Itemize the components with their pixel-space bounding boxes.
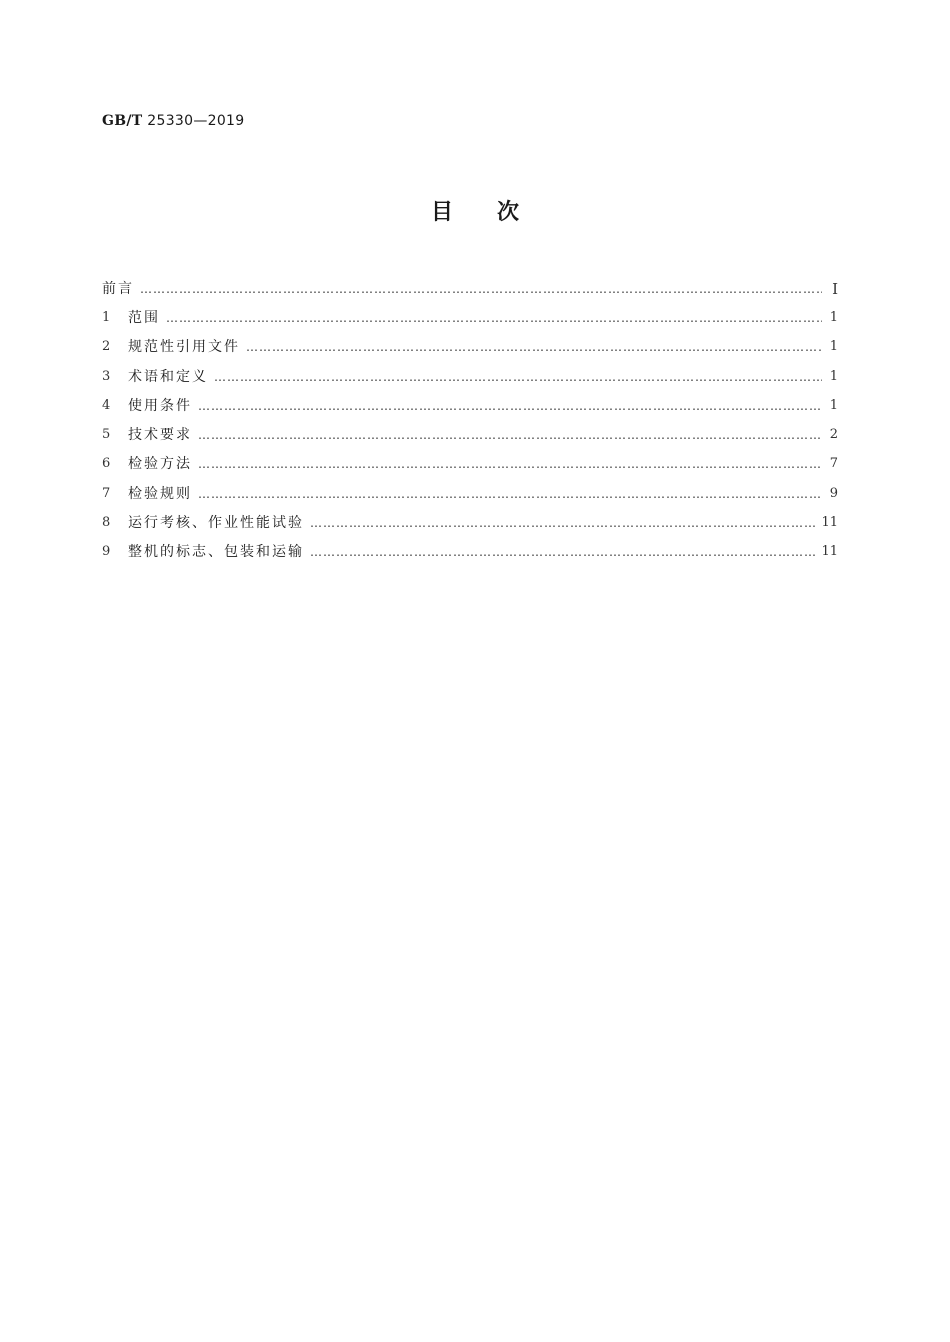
toc-leader-dots <box>166 308 822 328</box>
toc-entry-8[interactable] <box>102 508 838 537</box>
standard-prefix: GB/T <box>102 113 143 129</box>
toc-entry-foreword[interactable] <box>102 274 838 303</box>
toc-entry-2[interactable] <box>102 333 838 362</box>
toc-entry-5[interactable] <box>102 420 838 449</box>
toc-entry-page: 1 <box>829 309 838 325</box>
toc-title: 目次 <box>430 200 563 225</box>
toc-entry-number: 5 <box>102 427 111 443</box>
toc-entry-page: 9 <box>829 485 838 501</box>
toc-entry-page: 2 <box>829 427 838 443</box>
toc-entry-label: 前言 <box>102 280 134 297</box>
toc-leader-dots <box>140 279 822 299</box>
toc-entry-label: 检验规则 <box>128 485 192 502</box>
standard-code <box>102 113 244 129</box>
toc-entry-number: 9 <box>102 544 111 560</box>
toc-entry-label: 整机的标志、包装和运输 <box>128 544 304 561</box>
toc-entry-9[interactable] <box>102 538 838 567</box>
toc-entry-label: 术语和定义 <box>128 368 208 385</box>
toc-entry-3[interactable] <box>102 362 838 391</box>
toc-entry-label: 范围 <box>128 309 160 326</box>
toc-entry-number: 2 <box>102 339 111 355</box>
table-of-contents <box>102 274 838 567</box>
toc-leader-dots <box>214 367 822 387</box>
toc-entry-label: 检验方法 <box>128 456 192 473</box>
toc-leader-dots <box>198 484 822 504</box>
toc-entry-page: 11 <box>821 544 838 560</box>
toc-leader-dots <box>246 337 822 357</box>
toc-entry-number: 6 <box>102 456 111 472</box>
toc-entry-page: 1 <box>829 397 838 413</box>
toc-entry-page: 7 <box>829 456 838 472</box>
toc-entry-6[interactable] <box>102 450 838 479</box>
toc-entry-4[interactable] <box>102 391 838 420</box>
toc-entry-page: 11 <box>821 515 838 531</box>
toc-entry-7[interactable] <box>102 479 838 508</box>
toc-entry-1[interactable] <box>102 303 838 332</box>
toc-entry-label: 规范性引用文件 <box>128 339 240 356</box>
toc-entry-number: 3 <box>102 368 111 384</box>
toc-entry-label: 运行考核、作业性能试验 <box>128 515 304 532</box>
toc-entry-page: 1 <box>829 339 838 355</box>
toc-entry-number: 4 <box>102 397 111 413</box>
toc-leader-dots <box>198 454 822 474</box>
toc-entry-page: Ⅰ <box>832 279 838 298</box>
toc-entry-label: 使用条件 <box>128 397 192 414</box>
toc-entry-number: 7 <box>102 485 111 501</box>
toc-entry-label: 技术要求 <box>128 427 192 444</box>
toc-leader-dots <box>198 396 822 416</box>
toc-leader-dots <box>310 513 815 533</box>
toc-entry-number: 8 <box>102 515 111 531</box>
toc-leader-dots <box>310 542 815 562</box>
toc-entry-number: 1 <box>102 309 111 325</box>
toc-entry-page: 1 <box>829 368 838 384</box>
toc-leader-dots <box>198 425 822 445</box>
standard-number: 25330—2019 <box>147 113 245 129</box>
